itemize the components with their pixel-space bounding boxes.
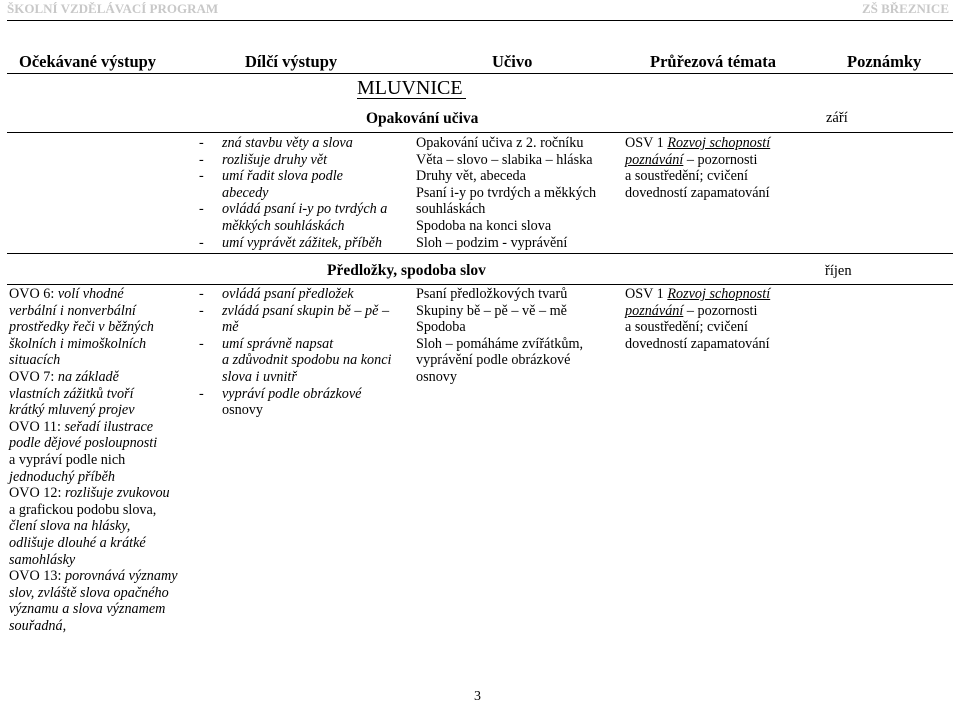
list-item: Psaní předložkových tvarů [416,286,568,302]
topic-code: OSV 1 [625,135,664,151]
page-number: 3 [474,689,481,704]
topic-name-cont: poznávání [625,302,684,319]
list-item: a zdůvodnit spodobu na konci [222,352,392,369]
list-item: - zná stavbu věty a slova [199,135,353,151]
list-item: Spodoba [416,319,466,336]
section2-top-rule [7,253,953,254]
topic-detail: dovedností zapamatování [625,335,770,352]
list-item: podle dějové posloupnosti [9,435,158,452]
table-header-rule [7,73,953,74]
column-header-cross-topics: Průřezová témata [650,52,776,71]
list-item: slova i uvnitř [222,368,297,385]
topic-name: Rozvoj schopností [667,135,771,151]
list-item: OVO 7: na základě [9,368,119,385]
section2-rule [7,284,953,285]
list-item: - umí správně napsat [199,335,334,352]
list-item: verbální i nonverbální [9,302,136,319]
column-header-partial-outcomes: Dílčí výstupy [245,52,338,71]
subject-title: MLUVNICE [357,77,463,99]
list-item: Spodoba na konci slova [416,217,552,234]
section1-title: Opakování učiva [366,110,479,127]
list-item: souřadná, [9,617,67,634]
section1-month: září [826,110,848,126]
list-item: situacích [9,352,61,369]
list-item: - umí vyprávět zážitek, příběh [199,234,382,251]
topic-detail: a soustředění; cvičení [625,168,748,185]
section2-partial-outcomes [199,286,391,419]
list-item: mě [222,319,239,336]
subject-title-rule [357,98,466,99]
topic-detail: dovedností zapamatování [625,184,770,201]
column-header-expected-outcomes: Očekávané výstupy [19,52,157,71]
list-item: vyprávění podle obrázkové [416,352,571,369]
topic-detail: – pozornosti [686,302,758,319]
list-item: odlišuje dlouhé a krátké [9,534,146,551]
list-item: souhláskách [416,201,486,218]
list-item: významu a slova významem [9,601,166,618]
section2-title: Předložky, spodoba slov [327,262,486,279]
list-item: OVO 6: volí vhodné [9,286,124,302]
list-item: Druhy vět, abeceda [416,168,526,185]
list-item: osnovy [416,368,457,385]
list-item: a grafickou podobu slova, [9,501,157,518]
list-item: prostředky řeči v běžných [9,319,154,336]
section1-cross-topics [625,135,770,201]
topic-detail: – pozornosti [686,151,758,168]
list-item: Skupiny bě – pě – vě – mě [416,302,567,319]
topic-name-cont: poznávání [625,151,684,168]
list-item: školních i mimoškolních [9,335,147,352]
topic-name: Rozvoj schopností [667,286,771,302]
list-item: OVO 13: porovnává významy [9,568,178,585]
list-item: - ovládá psaní i-y po tvrdých a [199,201,388,218]
list-item: slov, zvláště slova opačného [9,584,169,601]
section1-rule [7,132,953,133]
document-header-right: ZŠ BŘEZNICE [861,1,949,16]
list-item: měkkých souhláskách [222,217,345,234]
section2-expected-outcomes [9,286,178,634]
column-header-notes: Poznámky [847,52,922,71]
list-item: vlastních zážitků tvoří [9,385,134,402]
list-item: abecedy [222,184,269,201]
list-item: člení slova na hlásky, [9,518,131,535]
section1-partial-outcomes [199,135,387,251]
list-item: Sloh – podzim - vyprávění [416,234,568,251]
list-item: jednoduchý příběh [9,468,115,485]
list-item: samohlásky [9,551,76,568]
list-item: Sloh – pomáháme zvířátkům, [416,335,584,352]
list-item: a vypráví podle nich [9,451,126,468]
list-item: - zvládá psaní skupin bě – pě – [199,302,390,319]
header-divider [7,20,953,21]
section1-curriculum [416,135,596,251]
topic-detail: a soustředění; cvičení [625,319,748,336]
topic-code: OSV 1 [625,286,664,302]
list-item: Věta – slovo – slabika – hláska [416,151,593,168]
document-header-left: ŠKOLNÍ VZDĚLÁVACÍ PROGRAM [7,1,219,16]
list-item: - umí řadit slova podle [199,168,343,185]
section2-curriculum [416,286,583,386]
list-item: Opakování učiva z 2. ročníku [416,135,584,151]
list-item: OVO 12: rozlišuje zvukovou [9,485,170,502]
list-item: - rozlišuje druhy vět [199,151,328,168]
list-item: OVO 11: seřadí ilustrace [9,418,154,435]
section2-cross-topics [625,286,770,352]
list-item: Psaní i-y po tvrdých a měkkých [416,184,597,201]
list-item: krátký mluvený projev [9,402,135,419]
section2-month: říjen [825,263,852,279]
list-item: - ovládá psaní předložek [199,286,354,302]
list-item: - vypráví podle obrázkové [199,385,362,402]
column-header-curriculum: Učivo [492,52,533,71]
list-item: osnovy [222,402,263,419]
